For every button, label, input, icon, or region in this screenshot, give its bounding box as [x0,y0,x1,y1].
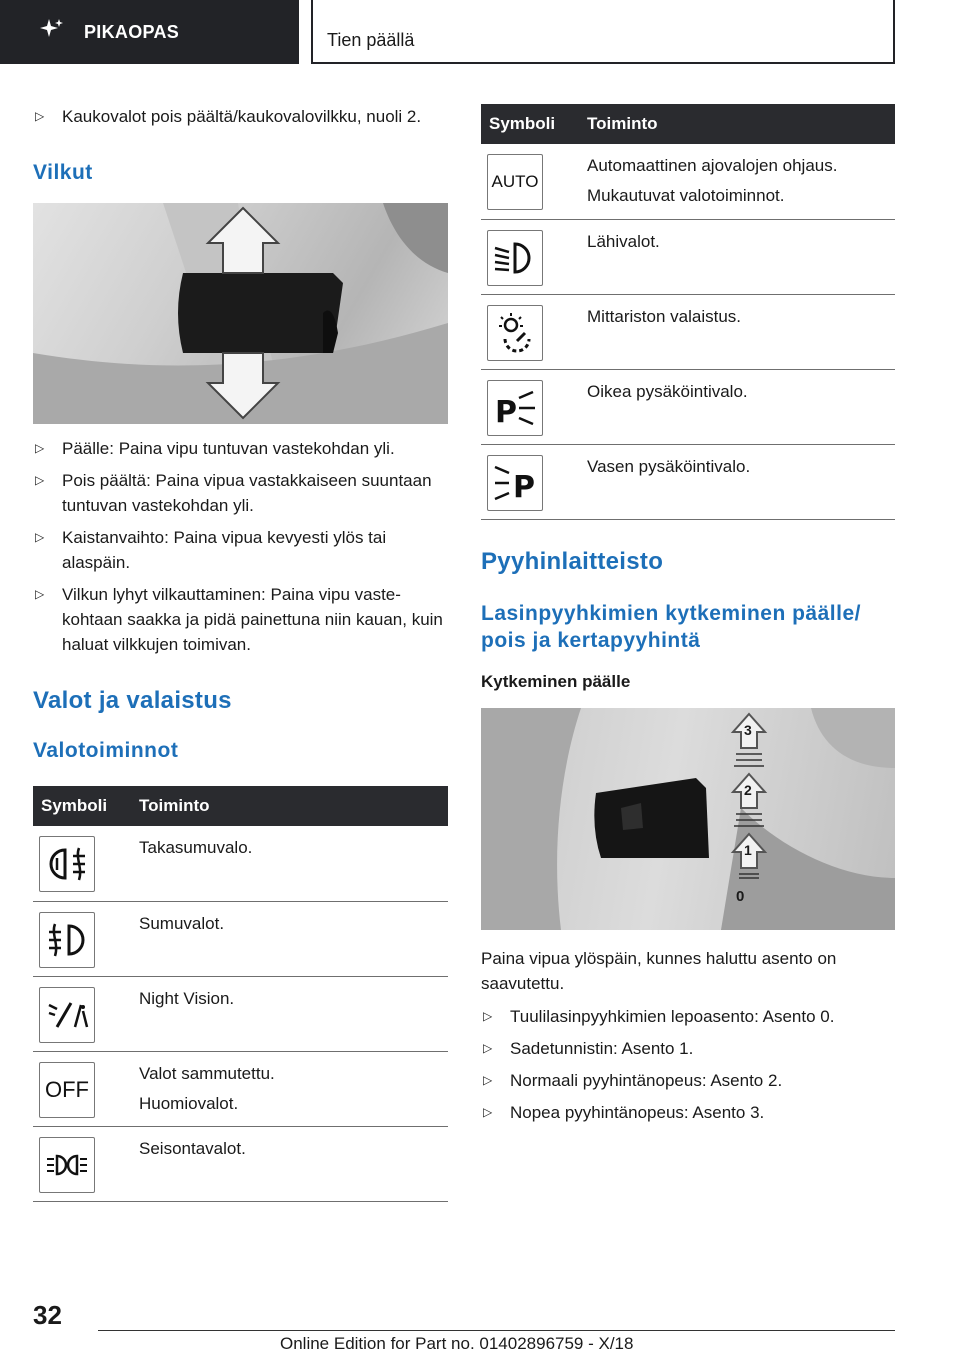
light-functions-table [33,786,448,1202]
col-header-function: Toiminto [587,104,895,144]
sparkle-icon [40,17,70,47]
col-header-symbol: Symboli [33,786,139,826]
triangle-bullet-icon: ▷ [483,1072,493,1087]
table-row: Takasumuvalo. [33,826,448,901]
photo-label-3: 3 [744,721,752,738]
instrument-lighting-icon [487,305,543,361]
triangle-bullet-icon: ▷ [35,530,45,544]
table-row: OFF Valot sammutettu. Huomiovalot. [33,1051,448,1126]
bullet-item: ▷ Sadetunnistin: Asento 1. [481,1036,895,1061]
footer-divider [98,1330,895,1331]
col-header-symbol: Symboli [481,104,587,144]
rear-fog-light-icon [39,836,95,892]
triangle-bullet-icon: ▷ [483,1104,493,1119]
light-functions-table-2 [481,104,895,520]
footer-edition: Online Edition for Part no. 01402896759 - X/18 [280,1334,634,1353]
bullet-item: ▷ Vilkun lyhyt vilkauttaminen: Paina vipu vastekohtaan saakka ja pidä painettuna niin kauan, kuin haluat vilkkujen toimivan. [33,582,448,657]
table-row: P Vasen pysäköintivalo. [481,444,895,519]
table-row: Mittariston valaistus. [481,294,895,369]
photo-label-0: 0 [736,887,745,905]
svg-text:P: P [513,469,535,505]
auto-icon: AUTO [487,154,543,210]
table-row: Sumuvalot. [33,901,448,976]
right-parking-light-icon [487,380,543,436]
header-section-box [311,0,895,64]
wiper-lever-photo [481,708,895,930]
triangle-bullet-icon: ▷ [35,441,45,455]
triangle-bullet-icon: ▷ [35,587,45,601]
photo-label-1: 1 [744,841,752,858]
left-column [33,104,448,1202]
table-row: P Oikea pysäköintivalo. [481,369,895,444]
low-beam-icon [487,230,543,286]
table-row: Night Vision. [33,976,448,1051]
valot-heading: Valot ja valaistus [33,687,232,714]
triangle-bullet-icon: ▷ [35,109,45,123]
header-section-title: Tien päällä [327,30,415,50]
night-vision-icon [39,987,95,1043]
page-number: 32 [33,1300,62,1330]
col-header-function: Toiminto [139,786,448,826]
parking-lights-icon [39,1137,95,1193]
triangle-bullet-icon: ▷ [483,1040,493,1055]
table-row: AUTO Automaattinen ajovalojen ohjaus. Mukautuvat valotoiminnot. [481,144,895,219]
switch-on-heading: Kytkeminen päälle [481,671,631,691]
left-parking-light-icon [487,455,543,511]
table-row: Lähivalot. [481,219,895,294]
header-tab-quickguide [0,0,299,64]
right-column [481,104,895,1132]
triangle-bullet-icon: ▷ [483,1008,493,1023]
wiper-subheading: Lasinpyyhkimien kytkeminen päälle/ pois ja kertapyyhintä [481,601,861,652]
triangle-bullet-icon: ▷ [35,473,45,487]
valotoiminnot-heading: Valotoiminnot [33,739,179,762]
fog-lights-icon [39,912,95,968]
bullet-item: ▷ Nopea pyyhintänopeus: Asento 3. [481,1100,895,1125]
photo-label-2: 2 [744,781,752,798]
off-icon: OFF [39,1062,95,1118]
bullet-item: ▷ Päälle: Paina vipu tuntuvan vastekohdan yli. [33,436,448,461]
vilkut-heading: Vilkut [33,161,93,184]
turn-signal-photo [33,203,448,424]
table-row: Seisontavalot. [33,1126,448,1201]
bullet-item: ▷ Tuulilasinpyyhkimien lepoasento: Asento 0. [481,1004,895,1029]
bullet-item: ▷ Normaali pyyhintänopeus: Asento 2. [481,1068,895,1093]
bullet-item: ▷ Kaistanvaihto: Paina vipua kevyesti ylös tai alaspäin. [33,525,448,575]
svg-text:P: P [495,394,517,430]
header-section-short: PIKAOPAS [84,21,180,42]
wiper-heading: Pyyhinlaitteisto [481,547,664,575]
switch-on-text: Paina vipua ylöspäin, kunnes haluttu asento on saavutettu. [481,948,837,993]
bullet-item: ▷ Kaukovalot pois päältä/kaukovalovilkku, nuoli 2. [33,104,448,129]
bullet-item: ▷ Pois päältä: Paina vipua vastakkaiseen suuntaan tuntuvan vastekohdan yli. [33,468,448,518]
